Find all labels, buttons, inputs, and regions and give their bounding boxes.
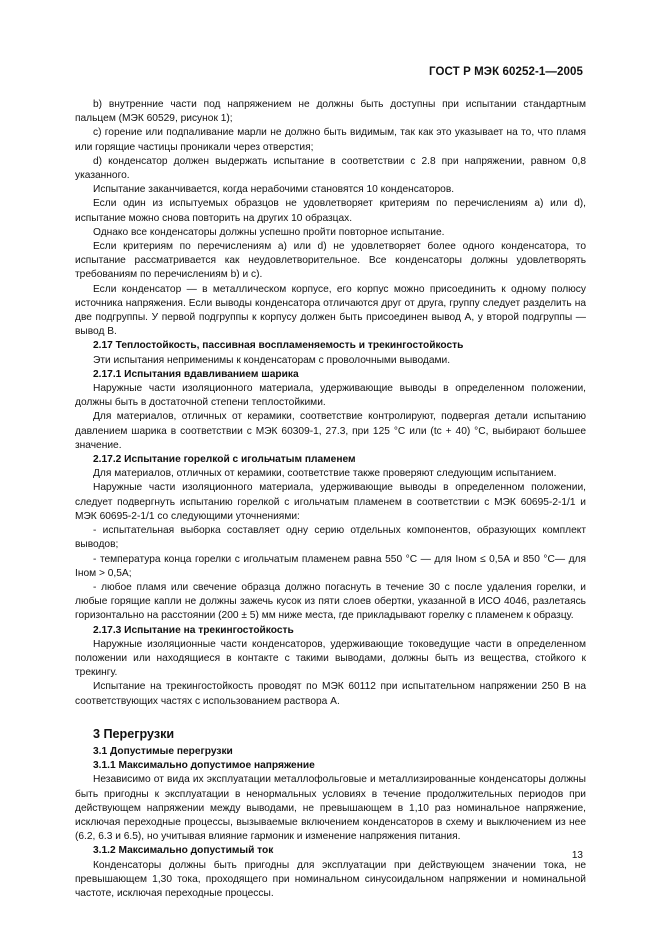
document-header: ГОСТ Р МЭК 60252-1—2005 [429,66,583,78]
paragraph: Для материалов, отличных от керамики, соответствие контролируют, подвергая детали испытанию давлением шарика в соответствии с МЭК 60309-1, 27.3, при 125 °С или (tс + 40) °С, выбирают большее значение. [75,411,586,451]
paragraph: с) горение или подпаливание марли не должно быть видимым, так как это указывает на то, что пламя или горящие частицы проникали через отверстия; [75,127,586,153]
paragraph: - любое пламя или свечение образца должно погаснуть в течение 30 с после удаления горелки, и любые горящие капли не должны зажечь кусок из пяти слоев обертки, указанной в ИСО 4046, разлетаясь горизонтально на расстоянии (200 ± 5) мм ниже места, где прикладывают горелку с пламенем к образцу. [75,581,586,622]
paragraph: Наружные части изоляционного материала, удерживающие выводы в определенном положении, должны быть в достаточной степени теплостойкими. [75,383,586,409]
paragraph: d) конденсатор должен выдержать испытание в соответствии с 2.8 при напряжении, равном 0,8 указанного. [75,155,586,182]
section-heading: 2.17 Теплостойкость, пассивная воспламеняемость и трекингостойкость [93,340,464,352]
paragraph: Испытание заканчивается, когда нерабочими становятся 10 конденсаторов. [93,184,455,196]
paragraph: Если один из испытуемых образцов не удовлетворяет критериям по перечислениям а) или d), испытание можно снова повторить на других 10 образцах. [75,198,586,224]
paragraph: Эти испытания неприменимы к конденсаторам с проволочными выводами. [93,354,451,366]
paragraph: - испытательная выборка составляет одну серию отдельных компонентов, образующих комплект выводов; [75,525,586,551]
document-body [75,98,586,901]
paragraph: Конденсаторы должны быть пригодны для эксплуатации при действующем значении тока, не превышающем 1,30 тока, проходящего при номинальном синусоидальном напряжении и номинальной частоте, исключая переходные процессы. [75,859,586,899]
section-heading: 3.1 Допустимые перегрузки [93,745,233,757]
paragraph: Испытание на трекингостойкость проводят по МЭК 60112 при испытательном напряжении 250 В на соответствующих частях с использованием раствора А. [75,681,586,707]
section-heading: 2.17.3 Испытание на трекингостойкость [93,624,294,636]
page-number: 13 [571,850,583,861]
paragraph: Независимо от вида их эксплуатации металлофольговые и металлизированные конденсаторы должны быть пригодны к эксплуатации в ненормальных условиях в течение продолжительных периодов при действующем напряжении между выводами, не превышающем в 1,10 раз номинальное напряжение, исключая переходные процессы, вызываемые включением конденсаторов в схему и выключением из нее (6.2, 6.3 и 6.5), но учитывая влияние гармоник и изменение напряжения питания. [75,774,586,843]
paragraph: b) внутренние части под напряжением не должны быть доступны при испытании стандартным пальцем (МЭК 60529, рисунок 1); [75,99,586,125]
section-heading: 2.17.2 Испытание горелкой с игольчатым пламенем [93,454,356,466]
paragraph: Однако все конденсаторы должны успешно пройти повторное испытание. [93,226,445,238]
paragraph: - температура конца горелки с игольчатым пламенем равна 550 °С — для Iном ≤ 0,5А и 850 °С— для Iном > 0,5А; [75,553,586,579]
paragraph: Наружные изоляционные части конденсаторов, удерживающие токоведущие части в определенном положении или находящиеся в контакте с такими выводами, должны быть из вещества, стойкого к трекингу. [75,638,586,679]
paragraph: Наружные части изоляционного материала, удерживающие выводы в определенном положении, следует подвергнуть испытанию горелкой с игольчатым пламенем в соответствии с МЭК 60695-2-1/1 и МЭК 60695-2-1/1 со следующими уточнениями: [75,482,586,522]
section-heading: 3 Перегрузки [93,726,175,741]
section-heading: 3.1.2 Максимально допустимый ток [93,845,274,857]
section-heading: 2.17.1 Испытания вдавливанием шарика [93,368,299,380]
paragraph: Для материалов, отличных от керамики, соответствие также проверяют следующим испытанием. [93,468,557,480]
paragraph: Если критериям по перечислениям а) или d) не удовлетворяет более одного конденсатора, то испытание рассматривается как неудовлетворительное. Все конденсаторы должны удовлетворять требованиям по перечислениям b) и с). [75,241,586,281]
section-heading: 3.1.1 Максимально допустимое напряжение [93,760,315,772]
paragraph: Если конденсатор — в металлическом корпусе, его корпус можно присоединить к одному полюсу источника напряжения. Если выводы конденсатора отличаются друг от друга, группу следует разделить на две подгруппы. У первой подгруппы к корпусу должен быть присоединен вывод А, у второй подгруппы — вывод В. [75,283,586,338]
